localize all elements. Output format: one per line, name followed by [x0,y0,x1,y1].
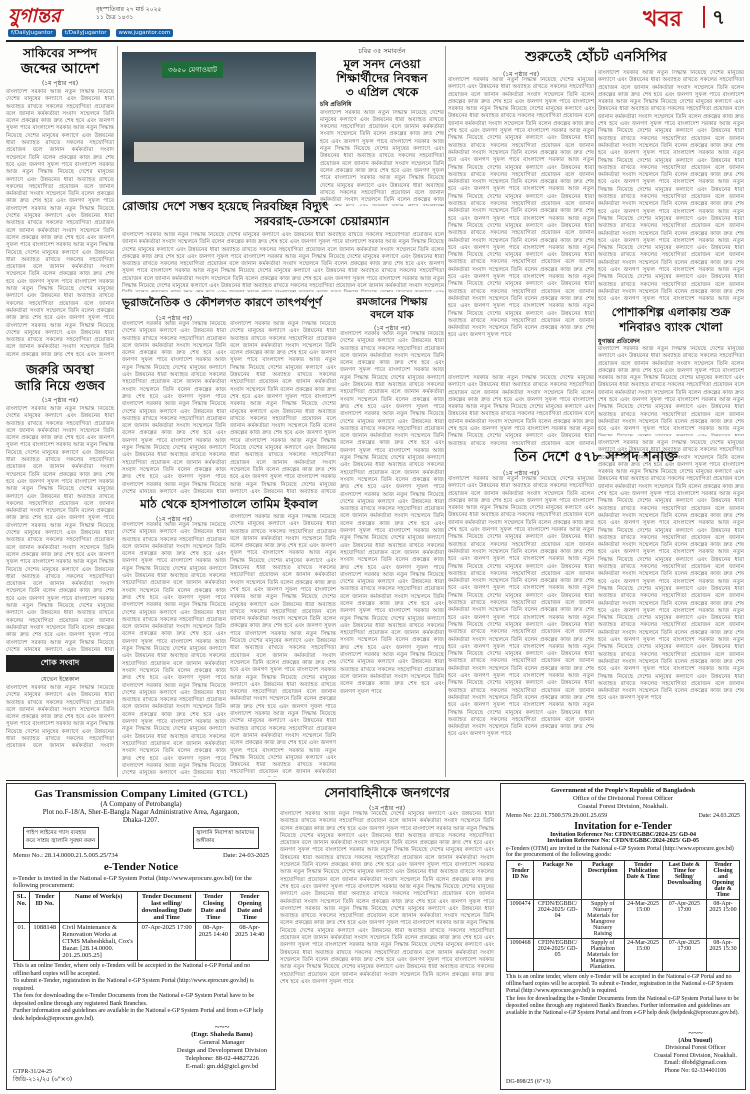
gtcl-signer: (Engr. Shaheda Banu) [191,1031,253,1038]
story-kicker: (১ম পৃষ্ঠার পর) [41,80,79,87]
table-cell: Supply of Nursery Materials for Mangrove Nursery Raising [581,900,624,939]
ramadan-body [340,331,444,777]
gtcl-tender-ad [6,783,276,1090]
ramadan-headline: রমজানের শিক্ষায় [356,296,428,308]
section-divider [703,6,705,28]
army-body [280,811,494,1088]
obituary-body [6,685,114,747]
table-cell: 1090474 [507,900,534,939]
social-bar [8,29,173,37]
story-body [6,406,114,651]
gtcl-ref: GTPR-31/24-25 [13,1069,52,1075]
table-header: Last Date & Time for Selling/ Downloading [662,861,706,900]
table-cell: 24-Mar-2025 15:00 [624,900,662,939]
table-cell: 07-Apr-2025 17:00 [137,923,195,961]
story-headline-2: শিক্ষার্থীদের নিবন্ধন [336,71,428,85]
forest-signer-div: Coastal Forest Division, Noakhali. [653,1052,737,1059]
page-number: ৭ [712,5,726,29]
table-header: Tender Publication Date & Time [624,861,662,900]
assets-headline: তিন দেশে ৫৭৮ সম্পদ শনাক্ত [514,449,678,465]
teacher-story [320,46,444,206]
assets-body-2 [598,440,744,777]
story-headline: মূল সনদ নেওয়া [343,57,421,71]
gtcl-para: To submit e-Tender, registration in the National e-GP System Portal (http://www.eprocure.gov.bd) is required. [13,978,254,992]
gtcl-address: Plot no.F-18/A, Sher-E-Bangla Nagar Administrative Area, Agargaon, Dhaka-1207. [42,808,240,824]
forest-ref-2: Invitation Reference No: CFDN/EGBBC/2024-2025/ GD-05 [547,838,699,844]
table-row [507,939,740,972]
story-kicker: (১ম পৃষ্ঠার পর) [41,397,79,404]
table-cell: 08-Apr-2025 14:40 [196,923,231,961]
column-rule [595,70,596,445]
forest-signer-title: Divisional Forest Officer [665,1045,726,1051]
nsp-body [448,77,594,371]
bank-headline: পোশাকশিল্প এলাকায় শুক্র [611,305,731,319]
geo-body-2 [230,321,336,493]
photo-banner: ৩৬৫০ মেগাওয়াট [162,62,223,78]
table-cell: 01. [14,923,30,961]
table-cell: Civil Maintenance & Renovation Works at CTMS Maheshkhali, Cox's Bazar. [28.14.0000. 201.25.005.25] [60,923,138,961]
masthead [0,0,750,40]
gtcl-box-left: পাইপ লাইনের গ্যাস ব্যবহার করে সাশ্রয় জ্বালানি সুরক্ষা করুন [23,827,99,849]
news-photo [122,52,316,195]
geo-kicker: (১ম পৃষ্ঠার পর) [155,315,193,322]
forest-division: Coastal Forest Division, Noakhali. [577,803,669,810]
table-header: Tender ID No. [30,892,60,923]
table-cell: 24-Mar-2025 15:00 [624,939,662,972]
table-header: Tender Closing Date and Time [196,892,231,923]
forest-date: Date: 24.03.2025 [698,813,740,819]
army-headline: সেনাবাহিনীকে জনগণের [324,786,450,801]
table-header: e-Tender ID No [507,861,534,900]
tamim-headline: মাঠ থেকে হাসপাতালে তামিম ইকবাল [140,497,318,511]
forest-ad-ref: DG-898/25 (6"×3) [506,1079,551,1085]
table-header: SL. No. [14,892,30,923]
story-title: জরুরি অবস্থা [26,363,94,378]
photo-headline: রোজায় দেশে সম্ভব হয়েছে নিরবচ্ছিন্ন বিদ্যুৎ [122,199,329,213]
gtcl-intro: e-Tender is invited in the National e-GP System Portal (http://www.eprocure.gov.bd) for the following procurement: [13,875,252,889]
table-header: Tender Opening Date and Time [231,892,269,923]
nsp-body-3 [448,375,594,445]
table-header: Tender Closing and Opening date & Time [707,861,740,900]
table-cell: 08-Apr-2025 15:30 [707,939,740,972]
table-header-row [507,861,740,900]
assets-kicker: (১ম পৃষ্ঠার পর) [502,470,540,477]
table-cell: Supply of Plantation Materials for Mangrove Plantation. [581,939,624,972]
nsp-kicker: (১ম পৃষ্ঠার পর) [502,71,540,78]
twitter-link[interactable]: t/DailyJugantor [62,29,110,37]
table-cell: 1090468 [507,939,534,972]
assets-body [448,476,594,777]
table-cell: 07-Apr-2025 17:00 [662,939,706,972]
newspaper-logo: যুগান্তর [8,5,61,27]
geo-headline: ভূরাজনৈতিক ও কৌশলগত কারণে তাৎপর্যপূর্ণ [122,296,322,309]
gtcl-ref-2: জিডি-২১২/২৫ (৬"×৩) [13,1076,73,1083]
section-name: খবর [643,6,682,32]
ramadan-headline-2: বদলে যাক [370,309,414,321]
story-title-2: জব্দের আদেশ [20,61,100,77]
gtcl-para: Further information and guidelines are available in the National e-GP System Portal and from e-GP help desk helpdesk@eprocure.gov.bd). [13,1008,264,1022]
facebook-link[interactable]: f/DailyJugantor [8,29,56,37]
photo-headline-2: সরবরাহ-ডেসকো চেয়ারম্যান [254,214,390,228]
section-rule [6,780,744,781]
story-body [6,89,114,359]
table-cell: CFDN/EGBBC/ 2024-2025/ GD-05 [534,939,582,972]
gtcl-memo: Memo No.: 28.14.0000.21.5.005.25/734 [13,852,118,859]
geo-body [122,321,226,493]
gtcl-signer-title: General Manager [199,1039,245,1046]
tamim-body [122,522,226,777]
story-byline: চবি প্রতিনিধি [320,101,352,108]
nsp-headline: শুরুতেই হোঁচট এনসিপির [525,49,667,65]
ramadan-kicker: (১ম পৃষ্ঠার পর) [373,325,411,332]
tamim-body-2 [230,514,336,777]
forest-tender-ad [500,783,746,1090]
table-row [14,923,269,961]
masthead-rule [6,40,744,42]
date-line: বৃহস্পতিবার ২৭ মার্চ ২০২৫ [96,6,162,13]
table-header: Name of Work(s) [60,892,138,923]
forest-signer: (Abu Yousuf) [678,1037,713,1044]
tamim-kicker: (১ম পৃষ্ঠার পর) [155,516,193,523]
table-header: Package Description [581,861,624,900]
table-header: Tender Document last selling/ downloading Date and Time [137,892,195,923]
army-kicker: (১ম পৃষ্ঠার পর) [368,805,406,812]
table-header: Package No [534,861,582,900]
gtcl-signer-tel: Telephone: 88-02-44827226 [185,1055,259,1062]
bank-body [598,346,744,436]
table-cell: 08-Apr-2025 15:00 [707,900,740,939]
gtcl-signer-dept: Design and Development Division [176,1047,267,1054]
gtcl-signer-email: E-mail: gm.dd@gtcl.gov.bd [185,1063,259,1070]
table-header-row [14,892,269,923]
story-title: সাকিবের সম্পদ [23,46,97,60]
column-rule [445,46,446,777]
forest-table [506,860,740,972]
bank-headline-2: শনিবারও ব্যাংক খোলা [619,320,723,334]
forest-office: Office of the Divisional Forest Officer [573,795,673,802]
gtcl-org: Gas Transmission Company Limited (GTCL) [34,788,248,800]
obituary-header: শোক সংবাদ [6,655,114,672]
table-cell: 07-Apr-2025 17:00 [662,900,706,939]
story-headline-3: ৩ এপ্রিল থেকে [345,85,419,99]
left-column [6,46,114,777]
signature-mark: ~~~ [688,1028,703,1038]
forest-gov: Government of the People's Republic of Bangladesh [550,787,696,794]
table-row [507,900,740,939]
forest-signer-email: Email: dfobd@gmail.com [664,1060,727,1066]
signature-mark: ~~~ [214,1022,230,1032]
forest-para: The fees for downloading the e-Tender Documents from the National e-GP System Portal have to be deposited online through any registered Bank's Branches. Further information and guidelines are available in the National e-GP System Portal and from e-GP help desk (helpdesk@eprocure.gov.bd). [506,995,739,1017]
gtcl-para: This is an online Tender, where only e-Tenders will be accepted in the National e-GP Portal and no offline/hard copies will be accepted. [13,963,251,977]
forest-intro: e-Tenders (OTM) are invited in the National e-GP System Portal (http://www.eprocure.gov.bd) for the procurement of the following goods: [506,846,734,858]
gtcl-para: The fees for downloading the e-Tender Documents from the National e-GP System Portal have to be deposited online through any registered Bank Branches. [13,993,255,1007]
story-body [320,110,444,206]
photo-table [134,142,304,162]
table-cell: 1088148 [30,923,60,961]
forest-signer-phone: Phone No: 02-334401106 [664,1067,727,1074]
date-line-2: ১১ চৈত্র ১৪৩১ [96,14,134,21]
story-title-2: জারি নিয়ে গুজব [14,379,106,394]
photo-caption-body [122,232,444,292]
nsp-body-2 [598,70,744,302]
gtcl-table [13,891,269,961]
forest-memo: Memo No: 22.01.7500.579.29.001.25.659 [506,813,608,819]
website-link[interactable]: www.jugantor.com [116,29,174,37]
obituary-sub: যেভেন ইন্তেকাল [40,676,80,683]
bank-byline: যুগান্তর প্রতিবেদন [598,338,640,345]
forest-para: This is an online tender, where only e-Tender will be accepted in the National e-GP Portal and no offline/hard copies will be accepted. To submit e-Tender, registration in the National e-GP System Portal (http://www.eprocure.gov.bd) is required. [506,974,734,995]
column-rule [117,46,118,777]
story-kicker: চবির ৩৫ সমাবর্তন [358,47,406,55]
forest-ref: Invitation Reference No: CFDN/EGBBC/2024-25/ GD-04 [550,832,696,838]
gtcl-box-right: জ্বালানি নিরাপত্তা আমাদের অঙ্গীকার [193,827,259,849]
table-cell: CFDN/EGBBC/ 2024-2025/ GD-04 [534,900,582,939]
gtcl-org-sub: (A Company of Petrobangla) [100,800,182,808]
forest-title: Invitation for e-Tender [574,821,672,832]
gtcl-date: Date: 24-03-2025 [222,852,269,859]
table-cell: 08-Apr-2025 14:40 [231,923,269,961]
gtcl-title: e-Tender Notice [103,861,179,873]
